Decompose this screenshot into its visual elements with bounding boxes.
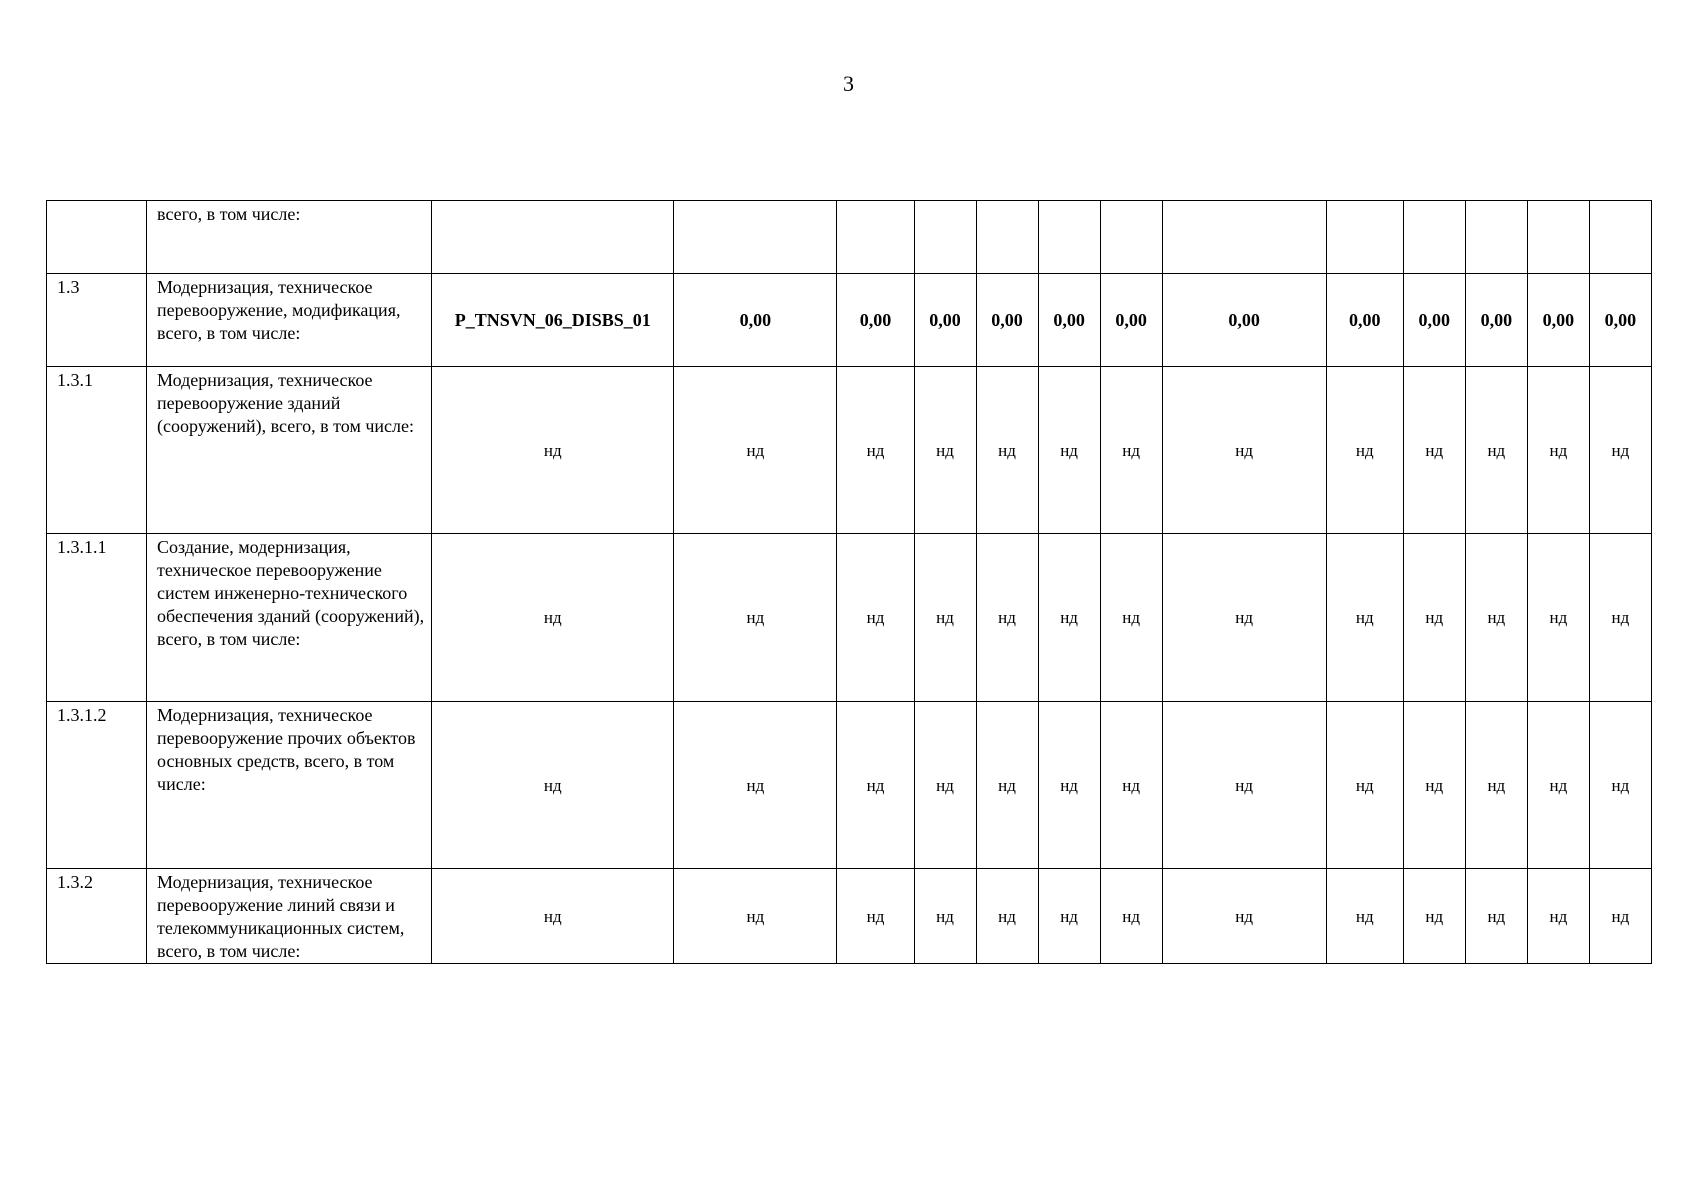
value-cell: нд bbox=[1326, 367, 1403, 534]
value-cell: нд bbox=[837, 367, 914, 534]
value-cell: нд bbox=[1326, 534, 1403, 702]
value-cell bbox=[1162, 201, 1326, 274]
value-cell bbox=[1100, 201, 1162, 274]
value-cell: нд bbox=[1326, 702, 1403, 869]
value-cell: нд bbox=[1100, 869, 1162, 964]
investment-table bbox=[46, 200, 1652, 964]
table-row bbox=[47, 702, 1652, 869]
value-cell: нд bbox=[1403, 869, 1465, 964]
row-identifier: нд bbox=[432, 869, 674, 964]
value-cell: нд bbox=[674, 869, 837, 964]
row-identifier: нд bbox=[432, 702, 674, 869]
value-cell: нд bbox=[674, 367, 837, 534]
value-cell bbox=[1465, 201, 1527, 274]
value-cell bbox=[674, 201, 837, 274]
value-cell: нд bbox=[837, 869, 914, 964]
value-cell: нд bbox=[1403, 702, 1465, 869]
row-code: 1.3 bbox=[47, 274, 147, 367]
value-cell: 0,00 bbox=[837, 274, 914, 367]
value-cell: нд bbox=[1100, 367, 1162, 534]
value-cell bbox=[1038, 201, 1100, 274]
value-cell: 0,00 bbox=[976, 274, 1038, 367]
table-row bbox=[47, 201, 1652, 274]
value-cell: нд bbox=[1589, 367, 1651, 534]
value-cell: 0,00 bbox=[1465, 274, 1527, 367]
table-row bbox=[47, 534, 1652, 702]
table-body bbox=[47, 201, 1652, 964]
row-name: Модернизация, техническое перевооружение линий связи и телекоммуникационных систем, всего, в том числе: bbox=[147, 869, 432, 964]
value-cell: нд bbox=[1527, 702, 1589, 869]
value-cell: нд bbox=[1403, 367, 1465, 534]
value-cell: нд bbox=[1162, 869, 1326, 964]
row-name: Модернизация, техническое перевооружение прочих объектов основных средств, всего, в том числе: bbox=[147, 702, 432, 869]
row-identifier: P_TNSVN_06_DISBS_01 bbox=[432, 274, 674, 367]
table-row bbox=[47, 274, 1652, 367]
value-cell: нд bbox=[1038, 367, 1100, 534]
value-cell: нд bbox=[1162, 367, 1326, 534]
value-cell bbox=[1403, 201, 1465, 274]
value-cell: нд bbox=[1038, 869, 1100, 964]
value-cell: нд bbox=[1162, 702, 1326, 869]
value-cell bbox=[976, 201, 1038, 274]
value-cell: 0,00 bbox=[1038, 274, 1100, 367]
value-cell: 0,00 bbox=[1162, 274, 1326, 367]
value-cell bbox=[1527, 201, 1589, 274]
value-cell: нд bbox=[1100, 702, 1162, 869]
value-cell: нд bbox=[1326, 869, 1403, 964]
value-cell: нд bbox=[1465, 367, 1527, 534]
value-cell: нд bbox=[1465, 869, 1527, 964]
value-cell: нд bbox=[1162, 534, 1326, 702]
value-cell: нд bbox=[837, 702, 914, 869]
value-cell: нд bbox=[914, 367, 976, 534]
value-cell: нд bbox=[1403, 534, 1465, 702]
value-cell: 0,00 bbox=[1589, 274, 1651, 367]
value-cell: 0,00 bbox=[1403, 274, 1465, 367]
value-cell: 0,00 bbox=[1100, 274, 1162, 367]
value-cell: нд bbox=[914, 702, 976, 869]
value-cell: нд bbox=[1589, 869, 1651, 964]
value-cell: нд bbox=[976, 869, 1038, 964]
value-cell: нд bbox=[674, 702, 837, 869]
value-cell bbox=[837, 201, 914, 274]
value-cell: нд bbox=[1527, 869, 1589, 964]
value-cell: нд bbox=[1100, 534, 1162, 702]
value-cell: нд bbox=[1465, 702, 1527, 869]
value-cell: нд bbox=[674, 534, 837, 702]
row-name: всего, в том числе: bbox=[147, 201, 432, 274]
value-cell: нд bbox=[1527, 367, 1589, 534]
value-cell: 0,00 bbox=[674, 274, 837, 367]
row-identifier: нд bbox=[432, 367, 674, 534]
value-cell: нд bbox=[1527, 534, 1589, 702]
row-name: Модернизация, техническое перевооружение, модификация, всего, в том числе: bbox=[147, 274, 432, 367]
value-cell: нд bbox=[1589, 534, 1651, 702]
table-row bbox=[47, 869, 1652, 964]
value-cell: нд bbox=[1038, 534, 1100, 702]
row-identifier: нд bbox=[432, 534, 674, 702]
value-cell: 0,00 bbox=[914, 274, 976, 367]
value-cell: нд bbox=[976, 702, 1038, 869]
row-identifier bbox=[432, 201, 674, 274]
value-cell: нд bbox=[914, 869, 976, 964]
row-code bbox=[47, 201, 147, 274]
value-cell: нд bbox=[1038, 702, 1100, 869]
row-code: 1.3.1.1 bbox=[47, 534, 147, 702]
value-cell bbox=[914, 201, 976, 274]
value-cell: 0,00 bbox=[1527, 274, 1589, 367]
value-cell: нд bbox=[1465, 534, 1527, 702]
value-cell bbox=[1589, 201, 1651, 274]
value-cell: нд bbox=[976, 534, 1038, 702]
value-cell bbox=[1326, 201, 1403, 274]
value-cell: нд bbox=[914, 534, 976, 702]
row-name: Создание, модернизация, техническое перевооружение систем инженерно-технического обеспечения зданий (сооружений), всего, в том числе: bbox=[147, 534, 432, 702]
value-cell: 0,00 bbox=[1326, 274, 1403, 367]
value-cell: нд bbox=[1589, 702, 1651, 869]
value-cell: нд bbox=[837, 534, 914, 702]
row-code: 1.3.1.2 bbox=[47, 702, 147, 869]
row-code: 1.3.2 bbox=[47, 869, 147, 964]
page-number: 3 bbox=[843, 71, 854, 96]
row-name: Модернизация, техническое перевооружение зданий (сооружений), всего, в том числе: bbox=[147, 367, 432, 534]
value-cell: нд bbox=[976, 367, 1038, 534]
row-code: 1.3.1 bbox=[47, 367, 147, 534]
table-row bbox=[47, 367, 1652, 534]
